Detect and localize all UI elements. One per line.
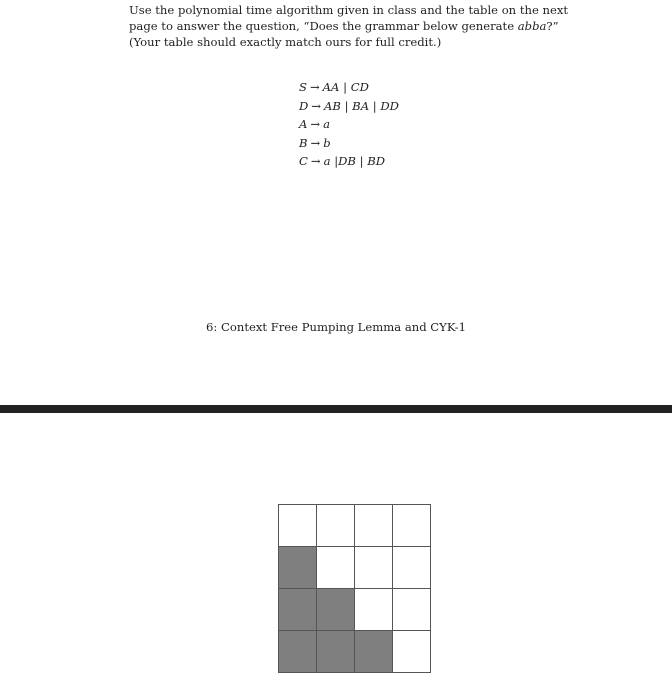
grammar-rule (299, 78, 399, 97)
cyk-row (279, 631, 431, 673)
grammar-rule (299, 152, 399, 171)
cyk-cell-empty[interactable] (393, 589, 431, 631)
rule-rhs: b (323, 135, 331, 150)
rule-lhs: S (299, 80, 307, 94)
rule-rhs: a (323, 117, 331, 131)
cyk-cell-empty[interactable] (355, 589, 393, 631)
rule-rhs: AA | CD (322, 80, 369, 94)
rule-arrow: → (310, 117, 321, 131)
cyk-cell-empty[interactable] (317, 547, 355, 589)
cyk-cell-empty[interactable] (393, 547, 431, 589)
cyk-cell-shaded (279, 547, 317, 589)
rule-arrow: → (309, 80, 320, 94)
cyk-cell-shaded (355, 631, 393, 673)
grammar-rule (299, 115, 399, 134)
cyk-cell-shaded (317, 589, 355, 631)
cyk-cell-shaded (279, 589, 317, 631)
page-footer: 6: Context Free Pumping Lemma and CYK-1 (206, 320, 466, 334)
cyk-cell-shaded (279, 631, 317, 673)
rule-arrow: → (310, 154, 321, 168)
cyk-row (279, 547, 431, 589)
problem-text-before: Use the polynomial time algorithm given in class and the table on the next page to answer the question, “Does the grammar below generate (129, 3, 569, 33)
grammar-rules (299, 78, 399, 171)
rule-lhs: D (299, 98, 309, 113)
rule-rhs: a |DB | BD (323, 154, 386, 168)
cyk-cell-empty[interactable] (317, 505, 355, 547)
cyk-cell-empty[interactable] (393, 631, 431, 673)
cyk-cell-empty[interactable] (355, 547, 393, 589)
cyk-row (279, 505, 431, 547)
cyk-cell-empty[interactable] (279, 505, 317, 547)
grammar-rule (299, 134, 399, 153)
page-divider (0, 405, 672, 413)
rule-arrow: → (310, 135, 321, 150)
rule-lhs: B (299, 135, 308, 150)
problem-statement (129, 2, 589, 50)
rule-lhs: A (299, 117, 308, 131)
cyk-row (279, 589, 431, 631)
grammar-rule (299, 97, 399, 116)
problem-text-after: ?” (Your table should exactly match ours for full credit.) (129, 19, 559, 49)
cyk-cell-empty[interactable] (355, 505, 393, 547)
cyk-cell-shaded (317, 631, 355, 673)
target-word: abba (517, 19, 547, 33)
cyk-table (278, 504, 431, 673)
rule-rhs: AB | BA | DD (324, 98, 399, 113)
rule-lhs: C (299, 154, 308, 168)
rule-arrow: → (311, 98, 322, 113)
cyk-cell-empty[interactable] (393, 505, 431, 547)
